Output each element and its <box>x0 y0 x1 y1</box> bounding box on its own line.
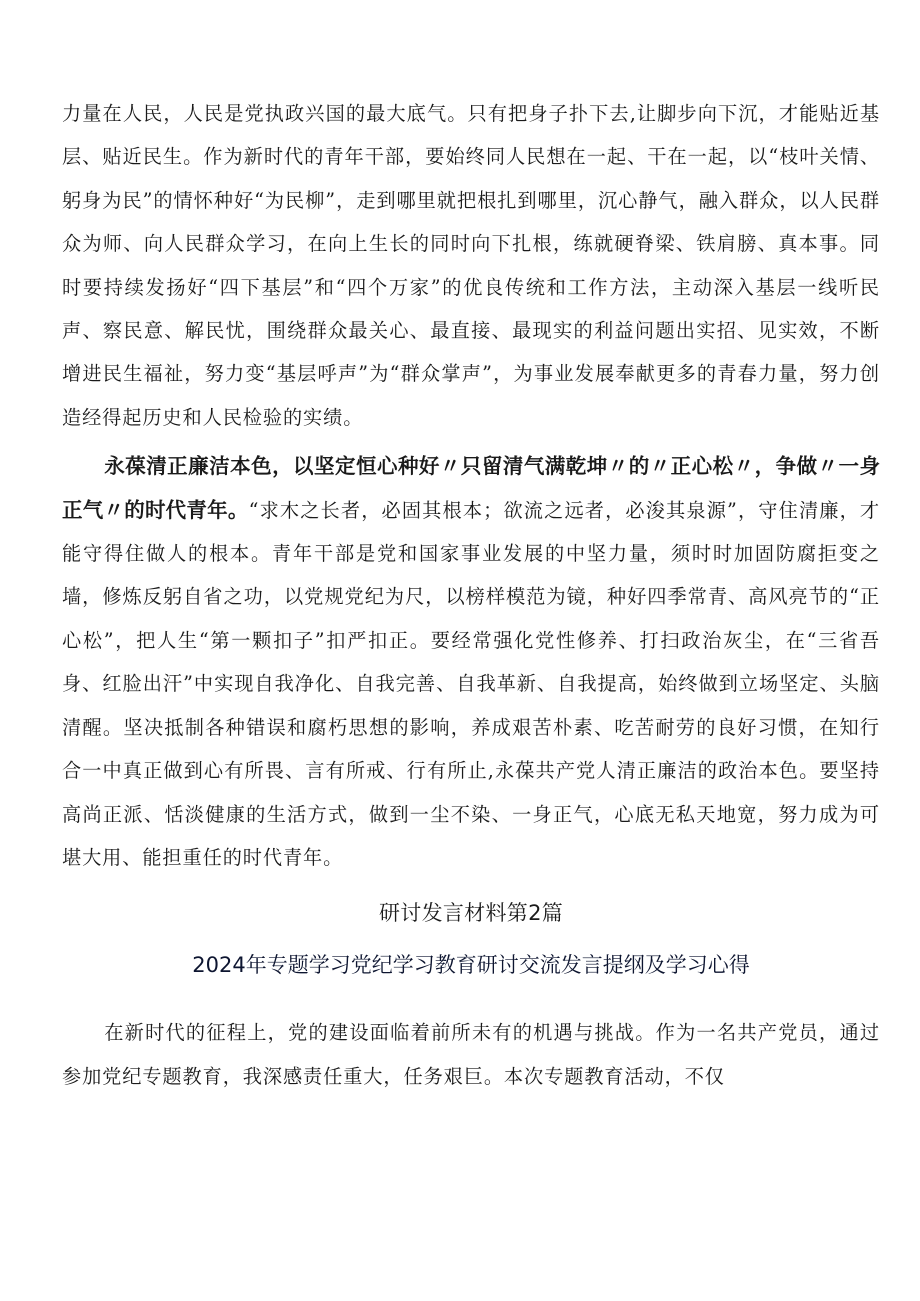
section-title: 研讨发言材料第2篇 <box>378 901 564 926</box>
body-paragraph-1: 力量在人民，人民是党执政兴国的最大底气。只有把身子扑下去,让脚步向下沉，才能贴近基层、贴近民生。作为新时代的青年干部，要始终同人民想在一起、干在一起，以“枝叶关情、躬身为民”的情怀种好“为民柳”，走到哪里就把根扎到哪里，沉心静气，融入群众，以人民群众为师、向人民群众学习，在向上生长的同时向下扎根，练就硬脊梁、铁肩膀、真本事。同时要持续发扬好“四下基层”和“四个万家”的优良传统和工作方法，主动深入基层一线听民声、察民意、解民忧，围绕群众最关心、最直接、最现实的利益问题出实招、见实效，不断增进民生福祉，努力变“基层呼声”为“群众掌声”，为事业发展奉献更多的青春力量，努力创造经得起历史和人民检验的实绩。 <box>62 102 880 429</box>
document-title: 2024年专题学习党纪学习教育研讨交流发言提纲及学习心得 <box>192 953 750 978</box>
body-paragraph-2 <box>62 445 880 879</box>
document-page <box>62 92 880 1098</box>
body-paragraph-3: 在新时代的征程上，党的建设面临着前所未有的机遇与挑战。作为一名共产党员，通过参加党纪专题教育，我深感责任重大，任务艰巨。本次专题教育活动，不仅 <box>62 1021 880 1088</box>
paragraph-body-text: “求木之长者，必固其根本；欲流之远者，必浚其泉源”，守住清廉，才能守得住做人的根本。青年干部是党和国家事业发展的中坚力量，须时时加固防腐拒变之墙，修炼反躬自省之功，以党规党纪为尺，以榜样模范为镜，种好四季常青、高风亮节的“正心松”，把人生“第一颗扣子”扣严扣正。要经常强化党性修养、打扫政治灰尘，在“三省吾身、红脸出汗”中实现自我净化、自我完善、自我革新、自我提高，始终做到立场坚定、头脑清醒。坚决抵制各种错误和腐朽思想的影响，养成艰苦朴素、吃苦耐劳的良好习惯，在知行合一中真正做到心有所畏、言有所戒、行有所止,永葆共产党人清正廉洁的政治本色。要坚持高尚正派、恬淡健康的生活方式，做到一尘不染、一身正气，心底无私天地宽，努力成为可堪大用、能担重任的时代青年。 <box>62 498 881 869</box>
paragraph-lead-heading: 永葆清正廉洁本色，以坚定恒心种好〃只留清气满乾坤〃的〃正心松〃，争做〃一身正气〃的时代青年。 <box>62 454 880 522</box>
